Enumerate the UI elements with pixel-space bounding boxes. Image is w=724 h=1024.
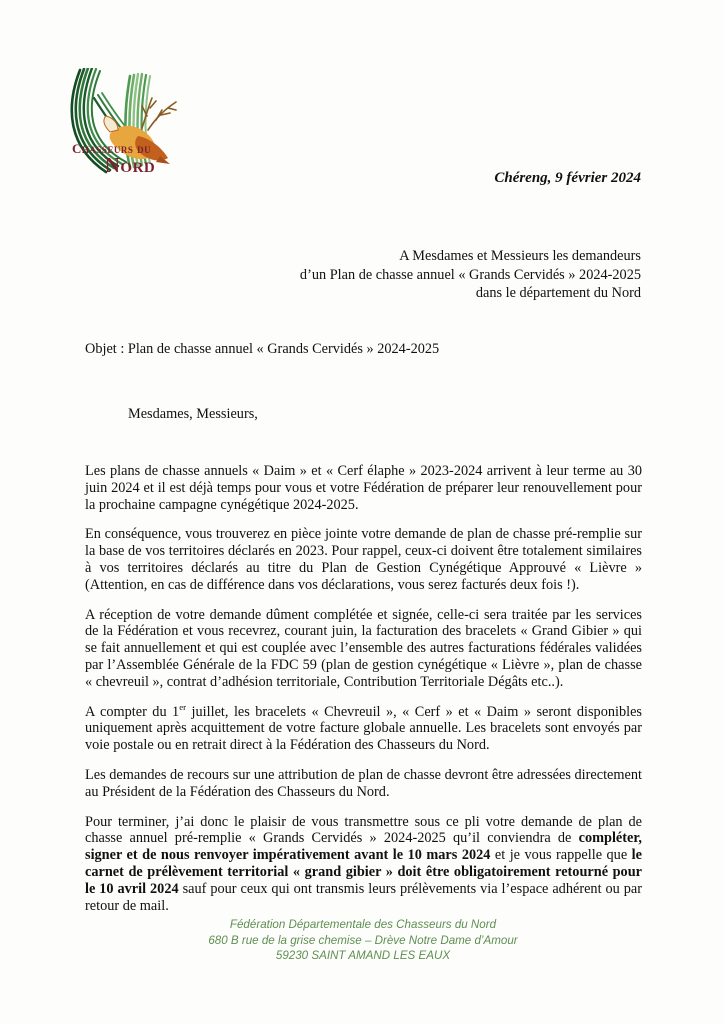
salutation: Mesdames, Messieurs,: [128, 406, 258, 422]
recipient-line: A Mesdames et Messieurs les demandeurs: [399, 248, 641, 264]
recipient-line: dans le département du Nord: [475, 285, 641, 302]
letter-paragraph: Les demandes de recours sur une attribution de plan de chasse devront être adressées directement au Président de la Fédération des Chasseurs du Nord.: [85, 766, 642, 800]
footer-line: 680 B rue de la grise chemise – Drève Notre Dame d’Amour: [208, 933, 518, 947]
logo-line1: Chasseurs du: [72, 141, 152, 156]
letter-paragraph: Les plans de chasse annuels « Daim » et « Cerf élaphe » 2023-2024 arrivent à leur terme au 30 juin 2024 et il est déjà temps pour vous et votre Fédération de préparer leur renouvellement pour la prochaine campagne cynégétique 2024-2025.: [85, 463, 642, 513]
footer-line: 59230 SAINT AMAND LES EAUX: [275, 949, 451, 962]
logo-line2: Nord: [104, 153, 156, 177]
letter-paragraph: En conséquence, vous trouverez en pièce jointe votre demande de plan de chasse pré-remplie sur la base de vos territoires déclarés en 2023. Pour rappel, ceux-ci doivent être totalement similaires à vos territoires déclarés au titre du Plan de Gestion Cynégétique Approuvé « Lièvre » (Attention, en cas de différence dans vos déclarations, vous serez facturés deux fois !).: [85, 526, 642, 593]
letter-paragraph: Pour terminer, j’ai donc le plaisir de vous transmettre sous ce pli votre demande de plan de chasse annuel pré-remplie « Grands Cervidés » 2024-2025 qu’il conviendra de compléter, signer et de nous renvoyer impérativement avant le 10 mars 2024 et je vous rappelle que le carnet de prélèvement territorial « grand gibier » doit être obligatoirement retourné pour le 10 avril 2024 sauf pour ceux qui ont transmis leurs prélèvements via l’espace adhérent ou par retour de mail.: [85, 813, 642, 914]
footer-address: [85, 917, 641, 964]
letter-paragraph: A compter du 1er juillet, les bracelets « Chevreuil », « Cerf » et « Daim » seront disponibles uniquement après acquittement de votre facture globale annuelle. Les bracelets sont envoyés par voie postale ou en retrait direct à la Fédération des Chasseurs du Nord.: [85, 701, 642, 754]
footer-line: Fédération Départementale des Chasseurs du Nord: [229, 918, 497, 931]
subject-line: Objet : Plan de chasse annuel « Grands Cervidés » 2024-2025: [85, 341, 440, 357]
recipient-line: d’un Plan de chasse annuel « Grands Cervidés » 2024-2025: [299, 266, 641, 283]
recipient-block: [85, 247, 641, 303]
letter-body: [85, 463, 642, 927]
letter-paragraph: A réception de votre demande dûment complétée et signée, celle-ci sera traitée par les services de la Fédération et vous recevrez, courant juin, la facturation des bracelets « Grand Gibier » qui se fait annuellement et qui est couplée avec l’ensemble des autres facturations fédérales validées par l’Assemblée Générale de la FDC 59 (plan de gestion cynégétique « Lièvre », plan de chasse « chevreuil », contrat d’adhésion territoriale, Contribution Territoriale Dégâts etc..).: [85, 606, 642, 690]
date-line: Chéreng, 9 février 2024: [494, 170, 641, 186]
